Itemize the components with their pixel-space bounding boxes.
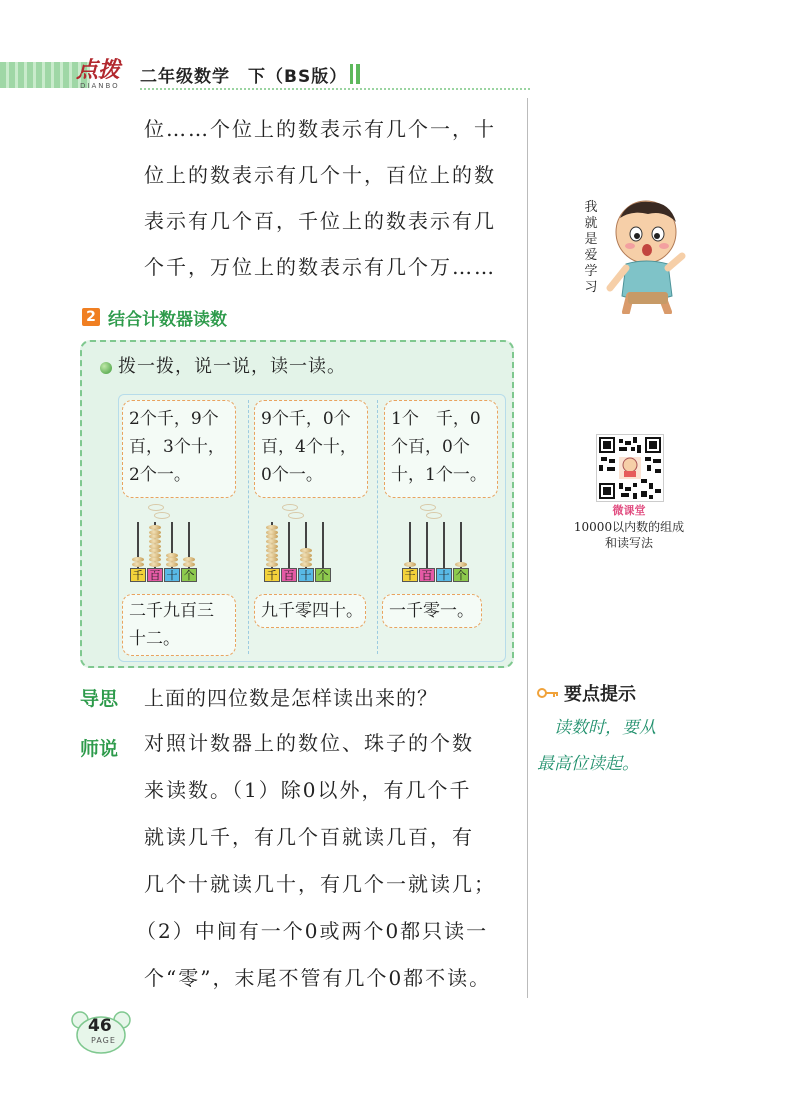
place-value-label: 十	[164, 568, 180, 582]
mascot-char: 是	[584, 232, 598, 247]
abacus-bead	[300, 553, 312, 558]
mascot-char: 学	[584, 264, 598, 279]
description-line: 9个千，0个	[261, 409, 351, 429]
place-value-label: 个	[453, 568, 469, 582]
description-line: 2个一。	[129, 465, 191, 485]
reading-box-1	[122, 594, 236, 656]
shishuo-line-1: 对照计数器上的数位、珠子的个数	[144, 731, 474, 755]
reading-line: 九千零四十。	[261, 601, 363, 621]
abacus-bead	[149, 525, 161, 530]
abacus-decor-ring	[288, 512, 304, 519]
qr-code-icon	[596, 434, 664, 502]
description-line: 0个一。	[261, 465, 323, 485]
abacus-bead	[266, 544, 278, 549]
book-title: 二年级数学 下（BS版）	[140, 67, 348, 87]
abacus-bead	[149, 562, 161, 567]
section-number-badge: 2	[82, 308, 100, 326]
abacus-bead	[149, 548, 161, 553]
brand-logo-sub: DIANBO	[80, 82, 120, 90]
header-divider	[140, 88, 530, 90]
place-value-label: 百	[419, 568, 435, 582]
column-separator	[248, 400, 249, 654]
place-value-label: 千	[130, 568, 146, 582]
mascot-char: 我	[584, 200, 598, 215]
brand-logo: 点拨	[76, 57, 121, 83]
abacus-bead	[166, 562, 178, 567]
mascot-char: 就	[584, 216, 598, 231]
abacus-3	[402, 502, 486, 586]
description-line: 十，1个一。	[391, 465, 487, 485]
abacus-decor-ring	[148, 504, 164, 511]
description-line: 百，3个十，	[129, 437, 225, 457]
description-box-2	[254, 400, 368, 498]
column-divider	[527, 98, 528, 998]
daosi-text: 上面的四位数是怎样读出来的？	[144, 686, 438, 710]
reading-box-2	[254, 594, 366, 628]
tip-title: 要点提示	[564, 684, 636, 705]
description-line: 个百，0个	[391, 437, 470, 457]
abacus-1	[130, 502, 214, 586]
abacus-bead	[266, 539, 278, 544]
abacus-bead	[266, 525, 278, 530]
intro-line-1: 位……个位上的数表示有几个一，十	[144, 117, 496, 141]
abacus-2	[264, 502, 348, 586]
abacus-bead	[149, 530, 161, 535]
abacus-decor-ring	[154, 512, 170, 519]
abacus-bead	[266, 530, 278, 535]
description-box-3	[384, 400, 498, 498]
abacus-bead	[166, 553, 178, 558]
intro-line-4: 个千，万位上的数表示有几个万……	[144, 255, 496, 279]
place-value-label: 千	[264, 568, 280, 582]
key-icon	[537, 686, 559, 700]
abacus-bead	[149, 544, 161, 549]
abacus-decor-ring	[426, 512, 442, 519]
abacus-bead	[300, 548, 312, 553]
place-value-label: 个	[181, 568, 197, 582]
section-title: 结合计数器读数	[108, 310, 227, 330]
description-line: 2个千，9个	[129, 409, 219, 429]
abacus-bead	[300, 562, 312, 567]
qr-caption: 10000以内数的组成和读写法	[573, 520, 685, 550]
abacus-decor-ring	[282, 504, 298, 511]
abacus-bead	[455, 562, 467, 567]
abacus-bead	[266, 562, 278, 567]
mascot-caption	[584, 200, 598, 296]
place-value-label: 百	[147, 568, 163, 582]
abacus-bead	[149, 539, 161, 544]
abacus-bead	[266, 548, 278, 553]
reading-box-3	[382, 594, 482, 628]
abacus-bead	[149, 553, 161, 558]
place-value-label: 十	[298, 568, 314, 582]
abacus-rod	[288, 522, 290, 568]
tip-line-1: 读数时，要从	[537, 718, 656, 738]
mascot-char: 爱	[584, 248, 598, 263]
shishuo-line-5: （2）中间有一个0或两个0都只读一	[136, 919, 489, 943]
page-word: PAGE	[91, 1036, 116, 1045]
place-value-label: 百	[281, 568, 297, 582]
daosi-label: 导思	[80, 688, 119, 710]
reading-line: 一千零一。	[389, 601, 474, 621]
abacus-rod	[322, 522, 324, 568]
abacus-bead	[183, 562, 195, 567]
mascot-char: 习	[584, 280, 598, 295]
tip-line-2: 最高位读起。	[537, 754, 639, 774]
page-number: 46	[88, 1016, 112, 1036]
shishuo-line-2: 来读数。（1）除0以外，有几个千	[144, 778, 472, 802]
abacus-rod	[443, 522, 445, 568]
weiketang-badge: 微课堂	[596, 502, 662, 520]
description-line: 百，4个十，	[261, 437, 357, 457]
abacus-decor-ring	[420, 504, 436, 511]
place-value-label: 十	[436, 568, 452, 582]
abacus-bead	[404, 562, 416, 567]
abacus-rod	[426, 522, 428, 568]
header-bars	[350, 64, 360, 84]
place-value-label: 千	[402, 568, 418, 582]
intro-line-2: 位上的数表示有几个十，百位上的数	[144, 163, 496, 187]
description-line: 1个 千，0	[391, 409, 481, 429]
shishuo-line-4: 几个十就读几十，有几个一就读几；	[144, 872, 496, 896]
abacus-bead	[132, 562, 144, 567]
abacus-bead	[266, 553, 278, 558]
reading-line: 十二。	[129, 629, 180, 649]
column-separator	[377, 400, 378, 654]
shishuo-line-3: 就读几千，有几个百就读几百，有	[144, 825, 474, 849]
bullet-dot-icon	[100, 362, 112, 374]
shishuo-label: 师说	[80, 738, 119, 760]
activity-instruction: 拨一拨，说一说，读一读。	[118, 356, 346, 377]
place-value-label: 个	[315, 568, 331, 582]
shishuo-line-6: 个“零”，末尾不管有几个0都不读。	[144, 966, 492, 990]
reading-line: 二千九百三	[129, 601, 214, 621]
mascot-boy-illustration	[606, 196, 688, 314]
description-box-1	[122, 400, 236, 498]
intro-line-3: 表示有几个百，千位上的数表示有几	[144, 209, 496, 233]
